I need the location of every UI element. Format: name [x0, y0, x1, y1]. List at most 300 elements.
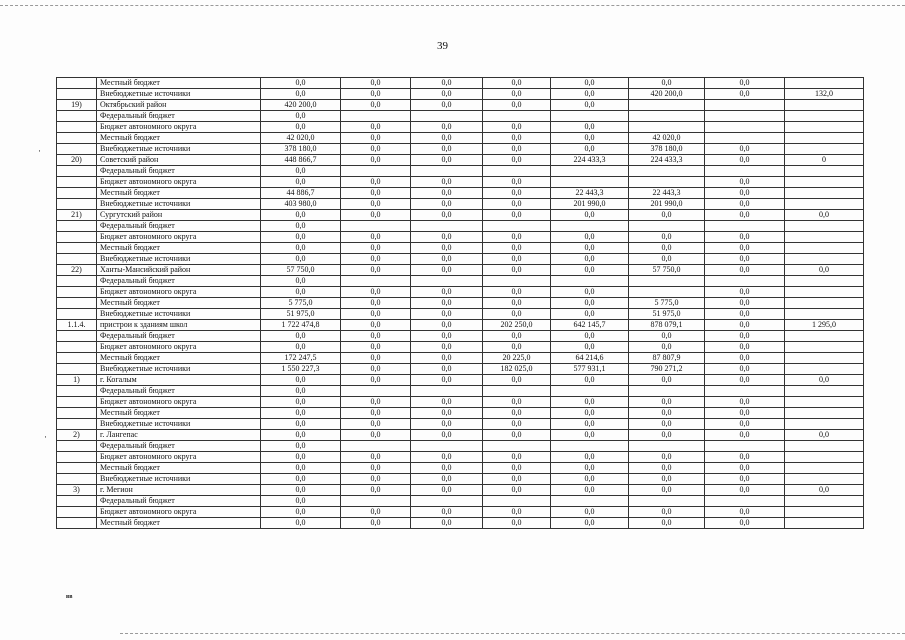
value-cell [785, 364, 864, 375]
value-cell [341, 496, 411, 507]
value-cell: 132,0 [785, 89, 864, 100]
row-number-cell: 22) [57, 265, 97, 276]
value-cell: 0,0 [705, 320, 785, 331]
value-cell: 0,0 [483, 265, 551, 276]
value-cell: 0,0 [341, 210, 411, 221]
table-row [57, 430, 864, 441]
value-cell: 0,0 [411, 254, 483, 265]
table-row [57, 122, 864, 133]
value-cell: 0,0 [705, 430, 785, 441]
value-cell: 0,0 [261, 408, 341, 419]
value-cell: 57 750,0 [629, 265, 705, 276]
value-cell: 0,0 [411, 188, 483, 199]
value-cell: 0,0 [551, 133, 629, 144]
value-cell: 0,0 [629, 463, 705, 474]
value-cell: 0,0 [341, 144, 411, 155]
value-cell: 0,0 [261, 287, 341, 298]
value-cell: 51 975,0 [629, 309, 705, 320]
value-cell [705, 122, 785, 133]
value-cell: 0,0 [341, 188, 411, 199]
row-number-cell [57, 287, 97, 298]
value-cell [705, 166, 785, 177]
value-cell [705, 386, 785, 397]
value-cell: 0,0 [483, 243, 551, 254]
value-cell: 0,0 [551, 232, 629, 243]
value-cell: 420 200,0 [261, 100, 341, 111]
value-cell: 0,0 [551, 298, 629, 309]
value-cell: 790 271,2 [629, 364, 705, 375]
value-cell [705, 221, 785, 232]
row-label-cell: Местный бюджет [97, 408, 261, 419]
row-label-cell: Местный бюджет [97, 133, 261, 144]
value-cell: 0,0 [551, 452, 629, 463]
value-cell: 0,0 [411, 507, 483, 518]
value-cell: 42 020,0 [629, 133, 705, 144]
value-cell: 0,0 [341, 254, 411, 265]
value-cell [483, 111, 551, 122]
value-cell: 0,0 [411, 89, 483, 100]
row-label-cell: Федеральный бюджет [97, 441, 261, 452]
value-cell: 0,0 [483, 188, 551, 199]
table-row [57, 232, 864, 243]
value-cell [705, 111, 785, 122]
value-cell: 0,0 [551, 430, 629, 441]
value-cell: 0,0 [261, 430, 341, 441]
row-number-cell [57, 496, 97, 507]
value-cell [785, 419, 864, 430]
table-row [57, 243, 864, 254]
value-cell: 0,0 [341, 463, 411, 474]
value-cell [629, 386, 705, 397]
value-cell: 0,0 [261, 254, 341, 265]
value-cell [629, 122, 705, 133]
value-cell: 0,0 [483, 199, 551, 210]
value-cell: 0,0 [705, 408, 785, 419]
value-cell: 0,0 [483, 287, 551, 298]
table-row [57, 78, 864, 89]
value-cell: 0,0 [705, 199, 785, 210]
row-label-cell: пристрои к зданиям школ [97, 320, 261, 331]
value-cell: 51 975,0 [261, 309, 341, 320]
value-cell: 0,0 [261, 78, 341, 89]
row-number-cell [57, 507, 97, 518]
row-label-cell: Федеральный бюджет [97, 111, 261, 122]
value-cell: 0,0 [341, 364, 411, 375]
value-cell: 0,0 [411, 298, 483, 309]
value-cell: 224 433,3 [629, 155, 705, 166]
value-cell: 0,0 [483, 100, 551, 111]
value-cell: 0,0 [483, 298, 551, 309]
row-number-cell [57, 419, 97, 430]
row-number-cell [57, 342, 97, 353]
row-label-cell: Внебюджетные источники [97, 309, 261, 320]
row-number-cell [57, 144, 97, 155]
value-cell: 0,0 [483, 177, 551, 188]
value-cell: 577 931,1 [551, 364, 629, 375]
row-number-cell [57, 353, 97, 364]
row-number-cell: 21) [57, 210, 97, 221]
row-label-cell: Внебюджетные источники [97, 254, 261, 265]
table-row [57, 375, 864, 386]
value-cell: 0,0 [341, 177, 411, 188]
value-cell: 0,0 [705, 463, 785, 474]
row-label-cell: Внебюджетные источники [97, 364, 261, 375]
value-cell [785, 221, 864, 232]
value-cell: 5 775,0 [261, 298, 341, 309]
value-cell [785, 452, 864, 463]
value-cell: 0 [785, 155, 864, 166]
value-cell [483, 166, 551, 177]
value-cell [551, 177, 629, 188]
row-label-cell: Советский район [97, 155, 261, 166]
value-cell: 0,0 [785, 485, 864, 496]
value-cell: 0,0 [705, 78, 785, 89]
table-row [57, 320, 864, 331]
value-cell [785, 133, 864, 144]
value-cell [785, 386, 864, 397]
value-cell [629, 166, 705, 177]
value-cell [785, 507, 864, 518]
value-cell: 403 980,0 [261, 199, 341, 210]
value-cell: 172 247,5 [261, 353, 341, 364]
value-cell [411, 276, 483, 287]
value-cell [483, 496, 551, 507]
value-cell [785, 254, 864, 265]
value-cell: 0,0 [411, 397, 483, 408]
value-cell [341, 386, 411, 397]
value-cell: 0,0 [629, 474, 705, 485]
value-cell [629, 100, 705, 111]
value-cell: 0,0 [341, 309, 411, 320]
value-cell: 0,0 [411, 408, 483, 419]
value-cell [411, 166, 483, 177]
value-cell: 0,0 [483, 122, 551, 133]
value-cell: 0,0 [551, 243, 629, 254]
row-number-cell [57, 397, 97, 408]
value-cell: 0,0 [705, 331, 785, 342]
value-cell: 0,0 [411, 144, 483, 155]
table-row [57, 144, 864, 155]
table-row [57, 133, 864, 144]
table-row [57, 474, 864, 485]
value-cell [705, 276, 785, 287]
value-cell: 0,0 [261, 331, 341, 342]
row-number-cell [57, 364, 97, 375]
row-number-cell: 2) [57, 430, 97, 441]
value-cell: 0,0 [483, 155, 551, 166]
table-row [57, 496, 864, 507]
value-cell: 0,0 [261, 507, 341, 518]
value-cell: 0,0 [341, 342, 411, 353]
value-cell [785, 309, 864, 320]
value-cell: 0,0 [411, 353, 483, 364]
row-number-cell [57, 298, 97, 309]
row-number-cell [57, 518, 97, 529]
row-label-cell: Бюджет автономного округа [97, 507, 261, 518]
row-label-cell: Внебюджетные источники [97, 89, 261, 100]
value-cell [483, 276, 551, 287]
value-cell [629, 441, 705, 452]
value-cell: 0,0 [341, 133, 411, 144]
value-cell [785, 144, 864, 155]
row-label-cell: Бюджет автономного округа [97, 177, 261, 188]
row-number-cell [57, 452, 97, 463]
value-cell: 0,0 [551, 78, 629, 89]
row-label-cell: Федеральный бюджет [97, 386, 261, 397]
table-row [57, 441, 864, 452]
value-cell: 0,0 [341, 243, 411, 254]
table-row [57, 298, 864, 309]
value-cell: 0,0 [551, 89, 629, 100]
value-cell [483, 221, 551, 232]
value-cell [551, 166, 629, 177]
row-label-cell: Внебюджетные источники [97, 144, 261, 155]
value-cell: 0,0 [705, 243, 785, 254]
table-row [57, 485, 864, 496]
value-cell: 0,0 [551, 342, 629, 353]
value-cell [411, 496, 483, 507]
value-cell: 0,0 [705, 507, 785, 518]
value-cell: 0,0 [629, 518, 705, 529]
value-cell: 0,0 [411, 243, 483, 254]
value-cell: 0,0 [785, 375, 864, 386]
value-cell: 0,0 [411, 122, 483, 133]
table-row [57, 386, 864, 397]
value-cell: 20 225,0 [483, 353, 551, 364]
value-cell: 0,0 [411, 430, 483, 441]
value-cell: 0,0 [705, 353, 785, 364]
value-cell: 0,0 [341, 199, 411, 210]
value-cell: 0,0 [341, 397, 411, 408]
table-row [57, 210, 864, 221]
value-cell: 87 807,9 [629, 353, 705, 364]
row-label-cell: Бюджет автономного округа [97, 122, 261, 133]
value-cell: 0,0 [411, 133, 483, 144]
value-cell: 0,0 [551, 485, 629, 496]
value-cell: 0,0 [705, 265, 785, 276]
value-cell: 0,0 [341, 419, 411, 430]
value-cell: 0,0 [483, 144, 551, 155]
row-number-cell [57, 177, 97, 188]
value-cell [341, 166, 411, 177]
row-number-cell [57, 232, 97, 243]
value-cell: 0,0 [551, 419, 629, 430]
value-cell: 0,0 [341, 485, 411, 496]
value-cell: 0,0 [411, 474, 483, 485]
row-number-cell: 1) [57, 375, 97, 386]
value-cell [785, 78, 864, 89]
value-cell: 0,0 [483, 419, 551, 430]
value-cell: 182 025,0 [483, 364, 551, 375]
value-cell: 0,0 [411, 78, 483, 89]
value-cell: 0,0 [411, 287, 483, 298]
row-label-cell: Внебюджетные источники [97, 474, 261, 485]
value-cell: 0,0 [551, 331, 629, 342]
value-cell: 64 214,6 [551, 353, 629, 364]
value-cell [551, 496, 629, 507]
value-cell [785, 441, 864, 452]
value-cell: 0,0 [341, 89, 411, 100]
table-row [57, 353, 864, 364]
value-cell [785, 518, 864, 529]
value-cell [341, 276, 411, 287]
value-cell [785, 496, 864, 507]
table-row [57, 419, 864, 430]
value-cell: 44 886,7 [261, 188, 341, 199]
row-label-cell: Сургутский район [97, 210, 261, 221]
value-cell: 201 990,0 [629, 199, 705, 210]
value-cell: 0,0 [705, 144, 785, 155]
value-cell: 420 200,0 [629, 89, 705, 100]
footer-mark: вв [66, 594, 73, 600]
row-label-cell: Бюджет автономного округа [97, 452, 261, 463]
value-cell: 1 722 474,8 [261, 320, 341, 331]
value-cell: 0,0 [629, 210, 705, 221]
value-cell [629, 276, 705, 287]
value-cell: 0,0 [629, 397, 705, 408]
value-cell: 0,0 [483, 463, 551, 474]
row-label-cell: Местный бюджет [97, 463, 261, 474]
row-number-cell [57, 408, 97, 419]
value-cell: 57 750,0 [261, 265, 341, 276]
value-cell: 0,0 [261, 89, 341, 100]
value-cell: 0,0 [261, 386, 341, 397]
row-number-cell [57, 188, 97, 199]
table-row [57, 518, 864, 529]
row-number-cell: 1.1.4. [57, 320, 97, 331]
value-cell [629, 221, 705, 232]
value-cell: 0,0 [341, 518, 411, 529]
value-cell: 0,0 [483, 133, 551, 144]
value-cell: 0,0 [341, 232, 411, 243]
value-cell: 0,0 [341, 320, 411, 331]
row-number-cell: 20) [57, 155, 97, 166]
row-number-cell: 19) [57, 100, 97, 111]
value-cell: 0,0 [705, 474, 785, 485]
row-label-cell: г. Мегион [97, 485, 261, 496]
budget-table-body [57, 78, 864, 529]
value-cell: 0,0 [483, 397, 551, 408]
row-number-cell [57, 463, 97, 474]
row-label-cell: Местный бюджет [97, 353, 261, 364]
value-cell: 0,0 [411, 419, 483, 430]
table-row [57, 166, 864, 177]
value-cell [411, 111, 483, 122]
value-cell: 0,0 [483, 518, 551, 529]
table-row [57, 287, 864, 298]
value-cell: 0,0 [341, 430, 411, 441]
value-cell: 0,0 [551, 254, 629, 265]
value-cell [341, 221, 411, 232]
value-cell: 0,0 [705, 485, 785, 496]
value-cell: 0,0 [341, 474, 411, 485]
value-cell: 0,0 [629, 419, 705, 430]
value-cell: 0,0 [629, 254, 705, 265]
value-cell: 0,0 [341, 100, 411, 111]
value-cell [705, 441, 785, 452]
value-cell [411, 221, 483, 232]
value-cell [629, 287, 705, 298]
value-cell: 0,0 [341, 122, 411, 133]
value-cell: 0,0 [341, 353, 411, 364]
value-cell: 0,0 [411, 232, 483, 243]
value-cell [705, 100, 785, 111]
value-cell: 0,0 [411, 518, 483, 529]
row-number-cell [57, 441, 97, 452]
value-cell: 0,0 [551, 463, 629, 474]
value-cell: 0,0 [261, 474, 341, 485]
value-cell: 0,0 [551, 265, 629, 276]
value-cell [551, 111, 629, 122]
value-cell: 0,0 [411, 199, 483, 210]
row-number-cell [57, 276, 97, 287]
value-cell [705, 496, 785, 507]
value-cell [785, 111, 864, 122]
value-cell: 0,0 [705, 177, 785, 188]
value-cell: 0,0 [411, 342, 483, 353]
value-cell: 0,0 [483, 254, 551, 265]
value-cell: 0,0 [629, 507, 705, 518]
value-cell: 0,0 [261, 276, 341, 287]
value-cell: 448 866,7 [261, 155, 341, 166]
row-label-cell: г. Лангепас [97, 430, 261, 441]
row-label-cell: Бюджет автономного округа [97, 342, 261, 353]
budget-table [56, 77, 864, 529]
value-cell: 0,0 [261, 342, 341, 353]
value-cell: 0,0 [261, 111, 341, 122]
value-cell [785, 474, 864, 485]
row-label-cell: Местный бюджет [97, 243, 261, 254]
value-cell [785, 397, 864, 408]
value-cell: 0,0 [551, 122, 629, 133]
value-cell: 0,0 [705, 254, 785, 265]
row-label-cell: Внебюджетные источники [97, 419, 261, 430]
row-label-cell: Бюджет автономного округа [97, 232, 261, 243]
value-cell [785, 408, 864, 419]
value-cell: 22 443,3 [551, 188, 629, 199]
value-cell [785, 463, 864, 474]
row-number-cell [57, 166, 97, 177]
scan-bottom-edge [120, 633, 905, 634]
value-cell: 0,0 [551, 474, 629, 485]
scan-top-edge [0, 5, 905, 6]
value-cell: 0,0 [705, 419, 785, 430]
value-cell [785, 243, 864, 254]
value-cell: 0,0 [261, 441, 341, 452]
table-row [57, 452, 864, 463]
value-cell: 0,0 [629, 408, 705, 419]
table-row [57, 364, 864, 375]
value-cell: 0,0 [785, 430, 864, 441]
table-row [57, 188, 864, 199]
value-cell: 0,0 [411, 100, 483, 111]
value-cell: 0,0 [551, 144, 629, 155]
value-cell [705, 133, 785, 144]
value-cell [785, 188, 864, 199]
table-row [57, 100, 864, 111]
table-row [57, 89, 864, 100]
row-label-cell: Местный бюджет [97, 78, 261, 89]
value-cell: 0,0 [411, 485, 483, 496]
row-label-cell: Федеральный бюджет [97, 496, 261, 507]
value-cell: 0,0 [483, 331, 551, 342]
table-row [57, 463, 864, 474]
value-cell: 0,0 [705, 298, 785, 309]
row-number-cell [57, 254, 97, 265]
value-cell: 0,0 [705, 452, 785, 463]
value-cell: 0,0 [411, 309, 483, 320]
table-row [57, 221, 864, 232]
